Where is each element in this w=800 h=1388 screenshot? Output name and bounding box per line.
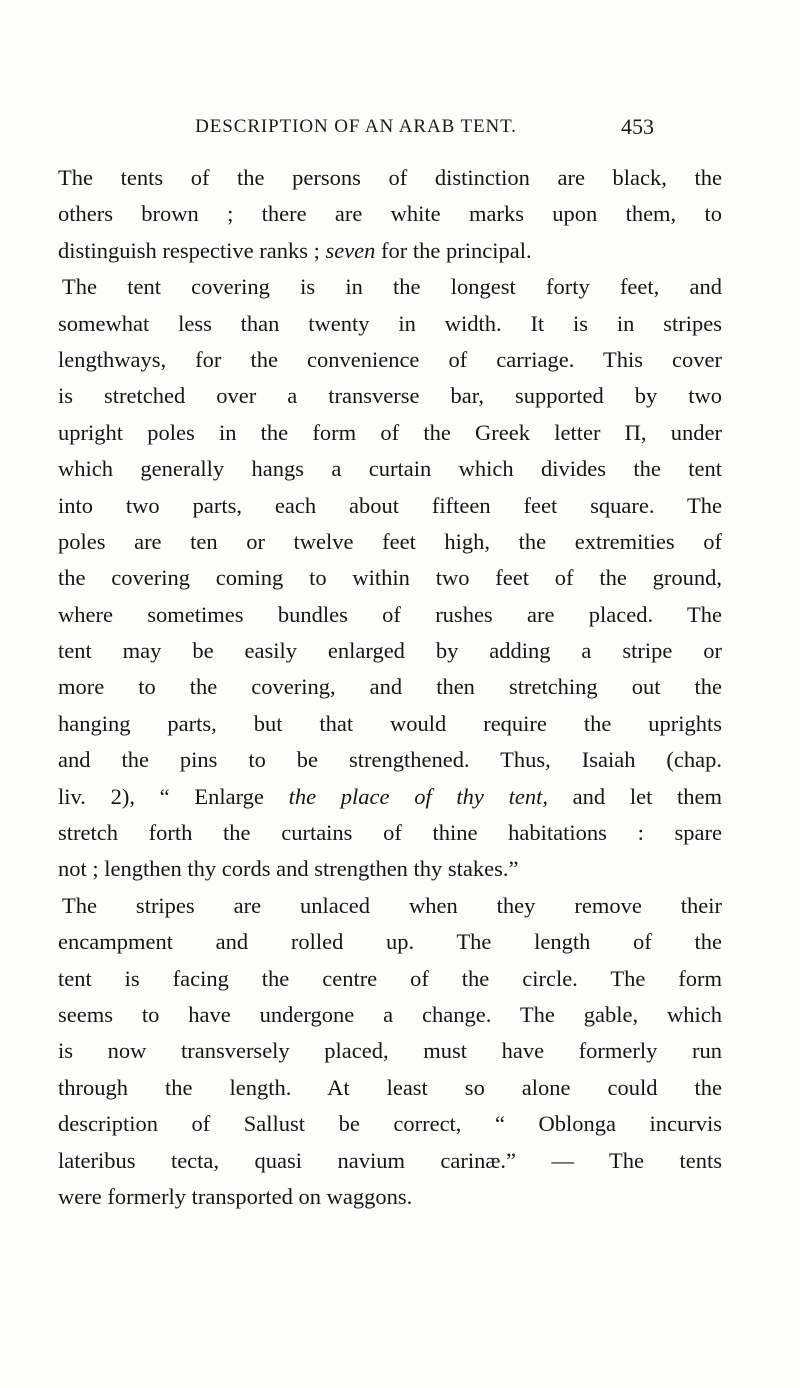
text-line (58, 1143, 722, 1179)
text-span: others brown ; there are white marks upon them, to (58, 201, 722, 227)
text-line (58, 742, 722, 778)
text-span: and let them (547, 783, 722, 809)
text-line (58, 306, 722, 342)
text-span: lengthways, for the convenience of carriage. This cover (58, 346, 722, 372)
text-span: The tent covering is in the longest forty feet, and (62, 274, 722, 300)
text-span: tent may be easily enlarged by adding a stripe or (58, 638, 722, 664)
text-line (58, 451, 722, 487)
text-span: poles are ten or twelve feet high, the extremities of (58, 528, 722, 554)
body-text (58, 160, 722, 1215)
text-span: through the length. At least so alone could the (58, 1074, 722, 1100)
text-line (58, 415, 722, 451)
text-span: not ; lengthen thy cords and strengthen thy stakes.” (58, 856, 519, 882)
text-span: distinguish respective ranks ; (58, 237, 326, 263)
text-span: were formerly transported on waggons. (58, 1183, 413, 1209)
text-span: for the principal. (375, 237, 532, 263)
text-span: into two parts, each about fifteen feet square. The (58, 492, 722, 518)
text-line (58, 851, 722, 887)
text-line (58, 961, 722, 997)
text-span: upright poles in the form of the Greek letter Π, under (58, 419, 722, 445)
text-span: the covering coming to within two feet of the ground, (58, 565, 722, 591)
running-head (136, 112, 654, 142)
text-line (58, 997, 722, 1033)
text-line (58, 669, 722, 705)
text-line (58, 524, 722, 560)
text-line (58, 1033, 722, 1069)
text-span: where sometimes bundles of rushes are placed. The (58, 601, 722, 627)
text-line (58, 1106, 722, 1142)
text-span: stretch forth the curtains of thine habitations : spare (58, 820, 722, 846)
italic-text: the place of thy tent, (288, 783, 548, 809)
page-number: 453 (621, 114, 654, 139)
text-span: lateribus tecta, quasi navium carinæ.” — The tents (58, 1147, 722, 1173)
text-line (58, 597, 722, 633)
text-span: hanging parts, but that would require the uprights (58, 710, 722, 736)
text-span: seems to have undergone a change. The gable, which (58, 1001, 722, 1027)
text-line (58, 779, 722, 815)
text-line (58, 888, 722, 924)
text-line (58, 924, 722, 960)
text-span: is now transversely placed, must have formerly run (58, 1038, 722, 1064)
text-span: description of Sallust be correct, “ Oblonga incurvis (58, 1111, 722, 1137)
text-line (58, 342, 722, 378)
text-span: somewhat less than twenty in width. It is in stripes (58, 310, 722, 336)
text-span: which generally hangs a curtain which divides the tent (58, 456, 722, 482)
text-span: is stretched over a transverse bar, supported by two (58, 383, 722, 409)
text-line (58, 160, 722, 196)
text-line (58, 488, 722, 524)
text-span: and the pins to be strengthened. Thus, Isaiah (chap. (58, 747, 722, 773)
text-span: tent is facing the centre of the circle. The form (58, 965, 722, 991)
text-line (58, 233, 722, 269)
text-line (58, 706, 722, 742)
text-line (58, 378, 722, 414)
text-line (58, 560, 722, 596)
running-title: DESCRIPTION OF AN ARAB TENT. (195, 116, 517, 137)
text-line (58, 1179, 722, 1215)
text-span: The stripes are unlaced when they remove their (62, 892, 722, 918)
text-line (58, 196, 722, 232)
text-span: liv. 2), “ Enlarge (58, 783, 289, 809)
text-span: The tents of the persons of distinction are black, the (58, 165, 722, 190)
text-line (58, 1070, 722, 1106)
text-span: encampment and rolled up. The length of the (58, 929, 722, 955)
text-line (58, 269, 722, 305)
text-line (58, 815, 722, 851)
italic-text: seven (325, 237, 376, 263)
text-line (58, 633, 722, 669)
text-span: more to the covering, and then stretching out the (58, 674, 722, 700)
